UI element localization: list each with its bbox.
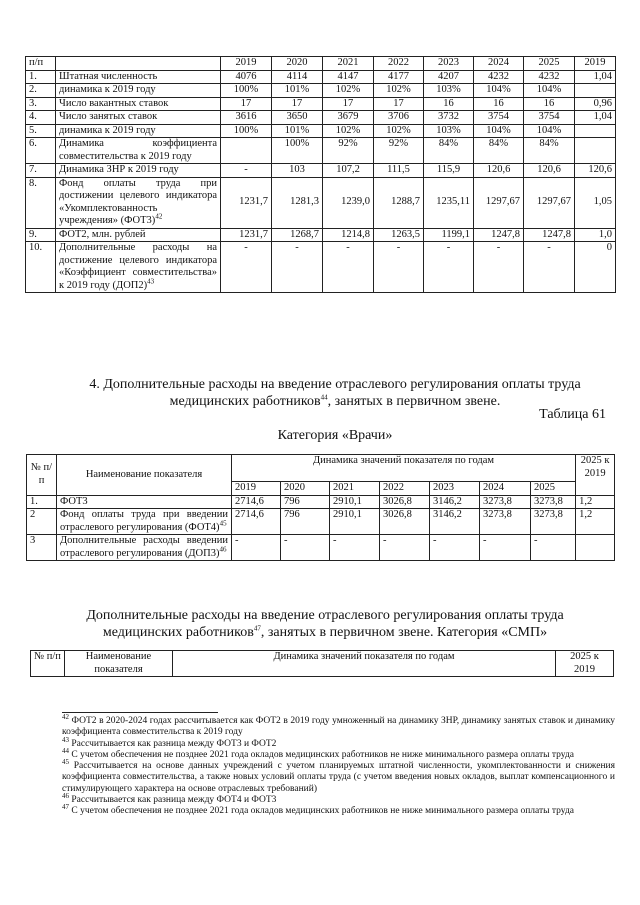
value-cell: 101%	[272, 84, 323, 98]
value-cell: 107,2	[323, 164, 374, 178]
value-cell: 2714,6	[232, 495, 281, 509]
value-cell: -	[281, 535, 330, 561]
value-cell: 104%	[474, 124, 524, 138]
value-cell: -	[221, 164, 272, 178]
value-cell: 1288,7	[374, 177, 424, 228]
header-year: 2020	[272, 57, 323, 71]
category-doctors: Категория «Врачи»	[277, 428, 393, 443]
value-cell: 3616	[221, 111, 272, 125]
value-cell: 1,05	[575, 177, 616, 228]
value-cell: -	[430, 535, 480, 561]
table-row	[26, 177, 616, 228]
row-label: ФОТ3	[57, 495, 232, 509]
year-cell: 2019	[232, 482, 281, 496]
row-label: Фонд оплаты труда при достижении целевого индикатора «Укомплектованность учреждения» $(ФОТ3)^{42}$	[56, 177, 221, 228]
value-cell: 4076	[221, 70, 272, 84]
value-cell: 103%	[424, 84, 474, 98]
footnotes	[62, 712, 615, 818]
footnote	[62, 758, 615, 795]
value-cell: 3146,2	[430, 495, 480, 509]
value-cell	[575, 84, 616, 98]
value-cell: 796	[281, 509, 330, 535]
value-cell: 17	[221, 97, 272, 111]
doctors-header-row	[27, 455, 615, 482]
value-cell: 1297,67	[524, 177, 575, 228]
value-cell: 103	[272, 164, 323, 178]
row-label: Число занятых ставок	[56, 111, 221, 125]
row-label: Динамика ЗНР к 2019 году	[56, 164, 221, 178]
value-cell: 120,6	[575, 164, 616, 178]
indicators-table	[25, 56, 616, 293]
row-num: 8.	[26, 177, 56, 228]
value-cell: 2910,1	[330, 495, 380, 509]
value-cell: 84%	[474, 138, 524, 164]
value-cell: 796	[281, 495, 330, 509]
row-num: 6.	[26, 138, 56, 164]
table-row	[26, 242, 616, 293]
value-cell: 3026,8	[380, 509, 430, 535]
value-cell: 3732	[424, 111, 474, 125]
footnote-number: 42	[62, 712, 69, 721]
header-year: 2019	[575, 57, 616, 71]
value-cell: 1235,11	[424, 177, 474, 228]
year-cell: 2024	[480, 482, 531, 496]
year-cell: 2023	[430, 482, 480, 496]
value-cell: 84%	[524, 138, 575, 164]
footnote-ref: 43	[147, 277, 155, 285]
value-cell: 1,2	[576, 509, 615, 535]
value-cell: 120,6	[524, 164, 575, 178]
row-num: 1.	[26, 70, 56, 84]
row-num: 10.	[26, 242, 56, 293]
value-cell: 17	[272, 97, 323, 111]
footnote-text: С учетом обеспечения не позднее 2021 года окладов медицинских работников не ниже минимального размера оплаты труда	[71, 806, 575, 817]
value-cell: 17	[323, 97, 374, 111]
year-cell: 2021	[330, 482, 380, 496]
footnote	[62, 803, 615, 817]
footnote-text: Рассчитывается на основе данных учреждений с учетом планируемых штатной численности, укомплектованности и снижения коэффициента совместительства, а также новых условий оплаты труда (с учетом введения новых окладов, выплат компенсационного и стимулирующего характера на основе отраслевых требований)	[62, 761, 615, 794]
table-row	[27, 509, 615, 535]
value-cell	[575, 138, 616, 164]
table-row	[27, 535, 615, 561]
value-cell: 16	[474, 97, 524, 111]
smp-line-2: медицинских работников$^{47}$, занятых в первичном звене. Категория «СМП»	[102, 624, 548, 640]
value-cell: -	[531, 535, 576, 561]
year-cell: 2025	[531, 482, 576, 496]
header-year: 2023	[424, 57, 474, 71]
table-row	[26, 84, 616, 98]
value-cell	[576, 535, 615, 561]
table-row	[26, 124, 616, 138]
value-cell: 16	[424, 97, 474, 111]
value-cell: 3679	[323, 111, 374, 125]
footnote-text: ФОТ2 в 2020-2024 годах рассчитывается как ФОТ2 в 2019 году умноженный на динамику ЗНР, динамику занятых ставок и динамику коэффициента совместительства к 2019 году	[62, 716, 615, 738]
footnote-text: Рассчитывается как разница между ФОТ4 и ФОТ3	[71, 795, 277, 806]
value-cell: -	[323, 242, 374, 293]
value-cell: 1247,8	[524, 228, 575, 242]
table-row	[27, 495, 615, 509]
footnote-text: Рассчитывается как разница между ФОТ3 и ФОТ2	[71, 738, 277, 749]
value-cell: 17	[374, 97, 424, 111]
value-cell: 100%	[221, 124, 272, 138]
table-row	[26, 228, 616, 242]
header-year: 2022	[374, 57, 424, 71]
value-cell: -	[272, 242, 323, 293]
value-cell: 1239,0	[323, 177, 374, 228]
row-label: Дополнительные расходы на достижение целевого индикатора «Коэффициент совместительства» к 2019 году $(ДОП2)^{43}$	[56, 242, 221, 293]
section-4-line-1: 4. Дополнительные расходы на введение отраслевого регулирования оплаты труда	[89, 377, 581, 392]
value-cell: 4147	[323, 70, 374, 84]
value-cell: -	[232, 535, 281, 561]
row-num: 1.	[27, 495, 57, 509]
footnote-number: 44	[62, 746, 69, 755]
value-cell: 3273,8	[531, 509, 576, 535]
row-label: динамика к 2019 году	[56, 124, 221, 138]
row-label: Дополнительные расходы введении отраслевого регулирования $(ДОП3)^{46}$	[57, 535, 232, 561]
value-cell: -	[524, 242, 575, 293]
value-cell: 3650	[272, 111, 323, 125]
value-cell: 1199,1	[424, 228, 474, 242]
header-name: Наименование показателя	[57, 455, 232, 496]
smp-header-row	[31, 651, 614, 677]
table-row	[26, 97, 616, 111]
value-cell: 0,96	[575, 97, 616, 111]
row-label: Штатная численность	[56, 70, 221, 84]
year-cell: 2020	[281, 482, 330, 496]
footnote-number: 43	[62, 735, 69, 744]
row-num: 5.	[26, 124, 56, 138]
value-cell: 104%	[524, 84, 575, 98]
value-cell: 111,5	[374, 164, 424, 178]
value-cell: 1281,3	[272, 177, 323, 228]
value-cell: 103%	[424, 124, 474, 138]
value-cell: 1231,7	[221, 177, 272, 228]
value-cell: -	[474, 242, 524, 293]
table-row	[26, 164, 616, 178]
header-year: 2019	[221, 57, 272, 71]
header-year: 2021	[323, 57, 374, 71]
value-cell: 92%	[323, 138, 374, 164]
value-cell: 1,0	[575, 228, 616, 242]
value-cell: 3146,2	[430, 509, 480, 535]
row-num: 2	[27, 509, 57, 535]
year-cell: 2022	[380, 482, 430, 496]
value-cell: -	[380, 535, 430, 561]
row-label: Фонд оплаты труда при введении отраслевого регулирования $(ФОТ4)^{45}$	[57, 509, 232, 535]
footnote-ref: 46	[219, 545, 227, 553]
footnote	[62, 791, 615, 806]
row-num: 3.	[26, 97, 56, 111]
value-cell: 4207	[424, 70, 474, 84]
value-cell: 3754	[474, 111, 524, 125]
footnote-ref-44: 44	[320, 393, 328, 402]
footnote	[62, 746, 615, 761]
value-cell: 120,6	[474, 164, 524, 178]
header-num: № п/п	[27, 455, 57, 496]
footnote-ref: 45	[219, 519, 227, 527]
table-row	[26, 138, 616, 164]
header-label	[56, 57, 221, 71]
top-header-row	[26, 57, 616, 71]
footnote-number: 45	[62, 758, 69, 767]
value-cell: 1263,5	[374, 228, 424, 242]
header-num: п/п	[26, 57, 56, 71]
value-cell: 4232	[474, 70, 524, 84]
value-cell: 102%	[374, 124, 424, 138]
footnote-number: 46	[62, 791, 69, 800]
value-cell: 1268,7	[272, 228, 323, 242]
value-cell: 104%	[474, 84, 524, 98]
footnote	[62, 735, 615, 750]
value-cell: 1214,8	[323, 228, 374, 242]
footnote-number: 47	[62, 803, 69, 812]
table-label: Таблица 61	[539, 407, 606, 422]
value-cell: 102%	[323, 124, 374, 138]
value-cell: 3706	[374, 111, 424, 125]
header-year: 2024	[474, 57, 524, 71]
value-cell: 92%	[374, 138, 424, 164]
footnote	[62, 712, 615, 739]
row-num: 4.	[26, 111, 56, 125]
value-cell: 1297,67	[474, 177, 524, 228]
value-cell: 4232	[524, 70, 575, 84]
value-cell: 102%	[374, 84, 424, 98]
smp-header-2025-vs-2019: 2025 к 2019	[556, 651, 614, 677]
row-label: ФОТ2, млн. рублей	[56, 228, 221, 242]
value-cell: 3273,8	[531, 495, 576, 509]
table-row	[26, 70, 616, 84]
value-cell: 1231,7	[221, 228, 272, 242]
smp-line-1: Дополнительные расходы на введение отраслевого регулирования оплаты труда	[86, 608, 564, 623]
value-cell: 3273,8	[480, 495, 531, 509]
smp-header-num: № п/п	[31, 651, 65, 677]
value-cell: 100%	[272, 138, 323, 164]
smp-header-name: Наименование показателя	[65, 651, 173, 677]
row-num: 3	[27, 535, 57, 561]
value-cell: 100%	[221, 84, 272, 98]
header-year: 2025	[524, 57, 575, 71]
doctors-table	[26, 454, 615, 561]
value-cell: 3754	[524, 111, 575, 125]
value-cell: 104%	[524, 124, 575, 138]
smp-table	[30, 650, 614, 677]
table-row	[26, 111, 616, 125]
smp-header-dynamics: Динамика значений показателя по годам	[173, 651, 556, 677]
row-num: 9.	[26, 228, 56, 242]
value-cell: 2910,1	[330, 509, 380, 535]
value-cell: 102%	[323, 84, 374, 98]
value-cell: 3273,8	[480, 509, 531, 535]
row-label: Динамика коэффициента совместительства к 2019 году	[56, 138, 221, 164]
value-cell	[221, 138, 272, 164]
value-cell: -	[221, 242, 272, 293]
footnote-ref: 42	[155, 212, 163, 221]
value-cell: 101%	[272, 124, 323, 138]
value-cell: -	[374, 242, 424, 293]
row-num: 7.	[26, 164, 56, 178]
row-num: 2.	[26, 84, 56, 98]
value-cell: 1,04	[575, 70, 616, 84]
footnote-separator	[62, 712, 218, 713]
value-cell	[575, 124, 616, 138]
value-cell: 1247,8	[474, 228, 524, 242]
row-label: динамика к 2019 году	[56, 84, 221, 98]
value-cell: 3026,8	[380, 495, 430, 509]
header-2025-vs-2019: 2025 к 2019	[576, 455, 615, 496]
value-cell: 1,04	[575, 111, 616, 125]
smp-heading	[40, 607, 610, 641]
header-dynamics: Динамика значений показателя по годам	[232, 455, 576, 482]
value-cell: 4114	[272, 70, 323, 84]
value-cell: -	[424, 242, 474, 293]
value-cell: 115,9	[424, 164, 474, 178]
row-label: Число вакантных ставок	[56, 97, 221, 111]
footnote-text: С учетом обеспечения не позднее 2021 года окладов медицинских работников не ниже минимального размера оплаты труда	[71, 749, 575, 760]
value-cell: -	[480, 535, 531, 561]
value-cell: 1,2	[576, 495, 615, 509]
value-cell: 16	[524, 97, 575, 111]
footnote-ref-47: 47	[253, 624, 261, 633]
value-cell: 4177	[374, 70, 424, 84]
value-cell: -	[330, 535, 380, 561]
value-cell: 0	[575, 242, 616, 293]
value-cell: 84%	[424, 138, 474, 164]
value-cell: 2714,6	[232, 509, 281, 535]
section-4-line-2: медицинских работников$^{44}$, занятых в первичном звене.	[169, 393, 501, 409]
section-4-heading	[60, 376, 610, 410]
